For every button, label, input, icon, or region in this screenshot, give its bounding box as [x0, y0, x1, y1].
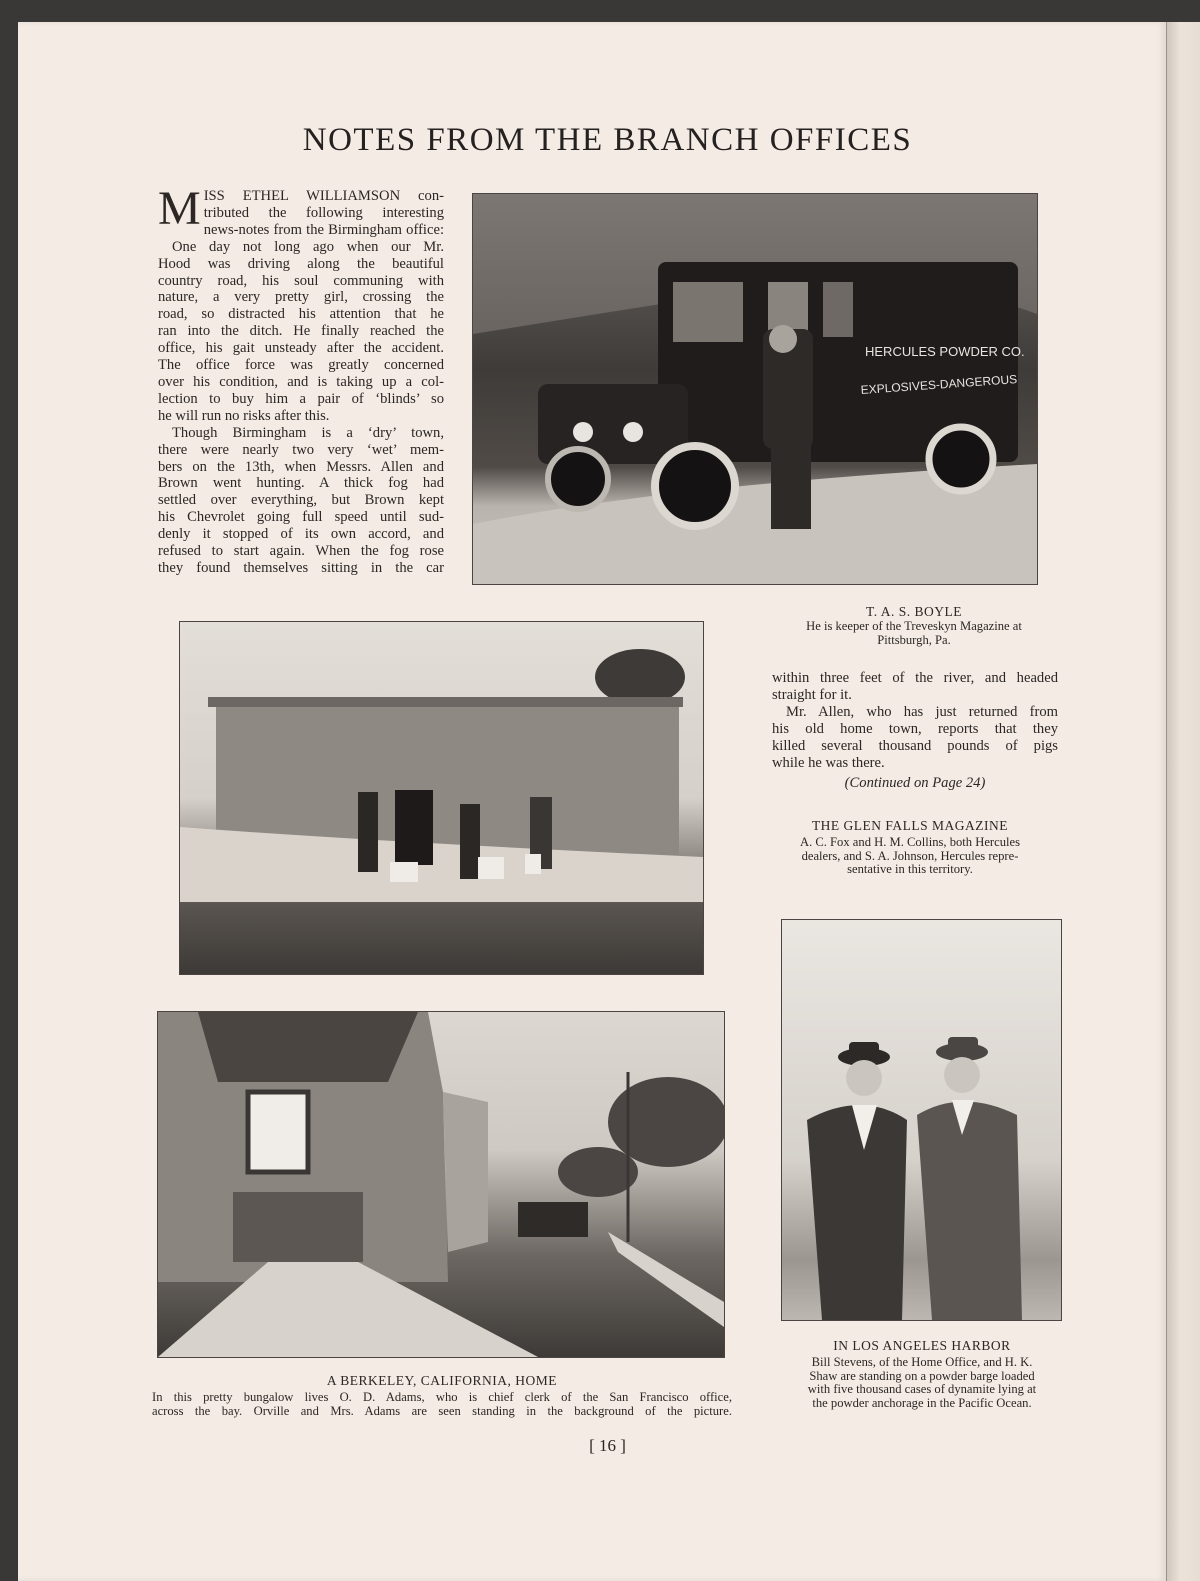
text-line: nature, a very pretty girl, crossing the — [158, 289, 444, 306]
article-right-column — [772, 670, 1058, 792]
magazine-building-photo — [179, 621, 704, 975]
text-line: Brown went hunting. A thick fog had — [158, 475, 444, 492]
drop-cap: M — [158, 182, 201, 235]
text-line: office, his gait unsteady after the accident. — [158, 340, 444, 357]
text-line: within three feet of the river, and headed — [772, 670, 1058, 686]
text-line: Though Birmingham is a ‘dry’ town, — [172, 424, 444, 441]
text-line: lection to buy him a pair of ‘blinds’ so — [158, 390, 444, 407]
truck-sign-warning: EXPLOSIVES-DANGEROUS — [860, 372, 1018, 397]
truck-illustration — [473, 194, 1037, 584]
glen-falls-caption — [760, 818, 1060, 877]
text-line: his old home town, reports that they — [772, 720, 1058, 737]
caption-line: across the bay. Orville and Mrs. Adams are seen standing in the background of the picture. — [152, 1403, 732, 1418]
text-line: Mr. Allen, who has just returned from — [786, 703, 1058, 720]
caption-heading: T. A. S. BOYLE — [865, 604, 962, 619]
text-line: road, so distracted his attention that he — [158, 306, 444, 323]
text-line: bers on the 13th, when Messrs. Allen and — [158, 458, 444, 475]
caption-line: Pittsburgh, Pa. — [877, 632, 951, 647]
la-harbor-caption — [776, 1338, 1068, 1410]
text-line: country road, his soul communing with — [158, 272, 444, 289]
text-line: they found themselves sitting in the car — [158, 559, 444, 576]
text-line: killed several thousand pounds of pigs — [772, 737, 1058, 754]
two-men-illustration — [782, 920, 1061, 1320]
caption-line: with five thousand cases of dynamite lying at — [807, 1382, 1037, 1396]
text-line: there were nearly two very ‘wet’ mem- — [158, 441, 444, 458]
berkeley-caption — [152, 1373, 732, 1418]
text-line: refused to start again. When the fog rose — [158, 543, 444, 560]
text-line: straight for it. — [772, 686, 852, 703]
caption-heading: A BERKELEY, CALIFORNIA, HOME — [326, 1373, 558, 1388]
text-line: ISS ETHEL WILLIAMSON con- — [203, 188, 444, 204]
text-line: The office force was greatly concerned — [158, 357, 444, 374]
text-line: Hood was driving along the beautiful — [158, 255, 444, 272]
continued-note: (Continued on Page 24) — [844, 775, 986, 792]
adjacent-page-edge — [1166, 22, 1200, 1581]
caption-line: sentative in this territory. — [847, 862, 973, 876]
article-left-column — [158, 182, 444, 577]
caption-line: Shaw are standing on a powder barge loaded — [809, 1368, 1035, 1383]
text-line: tributed the following interesting — [203, 204, 444, 221]
berkeley-home-photo — [157, 1011, 725, 1358]
caption-line: Bill Stevens, of the Home Office, and H. K. — [811, 1355, 1033, 1369]
caption-heading: THE GLEN FALLS MAGAZINE — [811, 818, 1009, 833]
caption-line: He is keeper of the Treveskyn Magazine at — [806, 619, 1022, 633]
boyle-caption — [768, 604, 1060, 647]
page-number: [ 16 ] — [589, 1436, 626, 1455]
caption-line: dealers, and S. A. Johnson, Hercules repre- — [801, 848, 1019, 863]
text-line: over his condition, and is taking up a col- — [158, 373, 444, 390]
text-line: One day not long ago when our Mr. — [172, 238, 444, 255]
page-title: NOTES FROM THE BRANCH OFFICES — [302, 122, 913, 158]
caption-line: the powder anchorage in the Pacific Ocean. — [812, 1395, 1032, 1410]
truck-sign-company: HERCULES POWDER CO. — [865, 344, 1025, 359]
text-line: his Chevrolet going full speed until sud- — [158, 509, 444, 526]
house-illustration — [158, 1012, 724, 1357]
text-line: denly it stopped of its own accord, and — [158, 526, 444, 543]
los-angeles-harbor-photo — [781, 919, 1062, 1321]
text-line: settled over everything, but Brown kept — [158, 492, 444, 509]
text-line: ran into the ditch. He finally reached the — [158, 323, 444, 340]
text-line: while he was there. — [772, 754, 885, 771]
caption-line: A. C. Fox and H. M. Collins, both Hercules — [799, 835, 1021, 849]
building-illustration — [180, 622, 703, 974]
text-line: news-notes from the Birmingham office: — [203, 221, 444, 238]
caption-heading: IN LOS ANGELES HARBOR — [833, 1338, 1011, 1353]
caption-line: In this pretty bungalow lives O. D. Adams, who is chief clerk of the San Francisco office, — [152, 1390, 732, 1404]
text-line: he will run no risks after this. — [158, 407, 330, 424]
truck-photo — [472, 193, 1038, 585]
